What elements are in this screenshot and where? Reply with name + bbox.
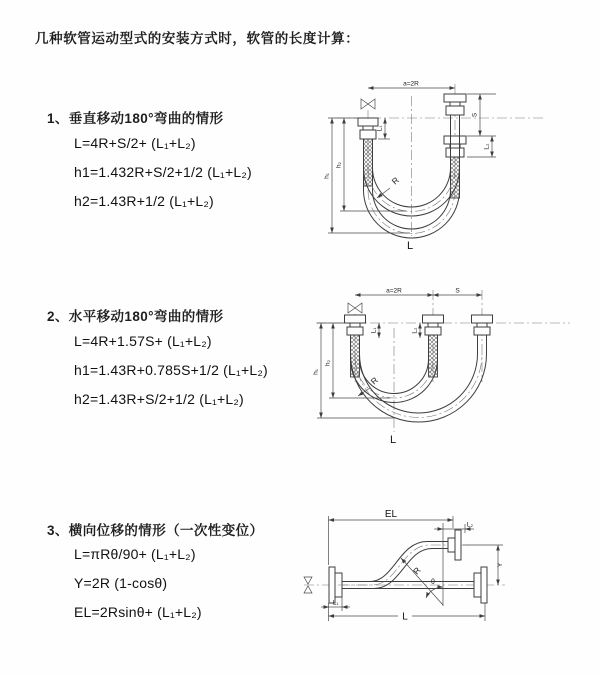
dim-label-r: R <box>368 374 380 387</box>
dim-label-l: L <box>389 434 397 446</box>
formula-line: h2=1.43R+S/2+1/2 (L₁+L₂) <box>74 391 244 407</box>
diagram-lateral-displacement <box>298 505 600 650</box>
section-3-formulas <box>74 547 202 634</box>
dim-label-a2r: a=2R <box>386 287 402 295</box>
upper-right-flange <box>448 530 461 560</box>
formula-line: L=4R+1.57S+ (L₁+L₂) <box>74 333 212 349</box>
dim-l1-fitting <box>371 323 380 338</box>
dim-label-h1: h₁ <box>312 369 320 375</box>
section-2-formulas <box>74 334 268 421</box>
left-fitting <box>358 118 378 186</box>
dim-label-l: L <box>406 240 414 252</box>
dim-label-l2: L₂ <box>466 521 474 529</box>
radius-callout <box>377 175 401 198</box>
diagram-horizontal-180-bend <box>308 282 600 457</box>
middle-fitting-original-position <box>423 315 444 377</box>
formula-line: L=4R+S/2+ (L₁+L₂) <box>74 135 196 151</box>
formula-line: h1=1.43R+0.785S+1/2 (L₁+L₂) <box>74 362 268 378</box>
dim-label-l2: L₂ <box>411 327 419 334</box>
dim-label-l1: L₁ <box>376 125 384 132</box>
dim-label-h2: h₂ <box>324 359 332 367</box>
dim-l-overall <box>329 603 486 623</box>
dim-label-r: R <box>411 565 423 577</box>
valve-symbol-icon <box>361 99 375 109</box>
formula-line: EL=2Rsinθ+ (L₁+L₂) <box>74 604 202 620</box>
valve-symbol-icon <box>348 303 362 313</box>
formula-line: Y=2R (1-cosθ) <box>74 575 168 591</box>
page-title: 几种软管运动型式的安装方式时，软管的长度计算： <box>35 31 360 46</box>
right-fitting-moved-position <box>472 315 493 335</box>
section-3-heading: 3、横向位移的情形（一次性变位） <box>47 523 264 538</box>
dim-s-stroke <box>467 94 496 157</box>
dim-l2-fitting <box>412 323 421 338</box>
section-2-heading: 2、水平移动180°弯曲的情形 <box>47 309 224 324</box>
diagram-vertical-180-bend <box>310 78 590 258</box>
dim-label-theta: θ <box>431 579 435 586</box>
dim-label-a2r: a=2R <box>403 80 419 88</box>
dim-label-s: S <box>471 112 479 118</box>
dim-label-s: S <box>455 287 460 295</box>
dim-label-h1: h₁ <box>323 173 331 179</box>
dim-label-h2: h₂ <box>335 161 343 169</box>
formula-line: L=πRθ/90+ (L₁+L₂) <box>74 546 196 562</box>
dim-a-2r-and-s <box>355 288 482 296</box>
section-1-formulas <box>74 136 252 223</box>
dim-label-el: EL <box>384 509 398 520</box>
dim-l2-fitting <box>434 522 474 534</box>
formula-line: h2=1.43R+1/2 (L₁+L₂) <box>74 193 214 209</box>
dim-label-r: R <box>389 174 401 187</box>
radius-and-angle-construction <box>401 523 443 606</box>
formula-line: h1=1.432R+S/2+1/2 (L₁+L₂) <box>74 164 252 180</box>
dim-a-2r <box>368 81 455 89</box>
dim-label-l2: L₂ <box>483 143 491 150</box>
dim-label-l1: L₁ <box>332 599 339 607</box>
left-fitting <box>345 315 366 377</box>
lower-right-flange <box>474 567 487 603</box>
dim-label-l: L <box>402 611 408 623</box>
dim-label-l1: L₁ <box>370 327 378 334</box>
dim-el <box>329 509 454 565</box>
dim-l1-fitting <box>377 118 391 139</box>
section-1-heading: 1、垂直移动180°弯曲的情形 <box>47 111 224 126</box>
dim-label-y: Y <box>497 562 504 568</box>
